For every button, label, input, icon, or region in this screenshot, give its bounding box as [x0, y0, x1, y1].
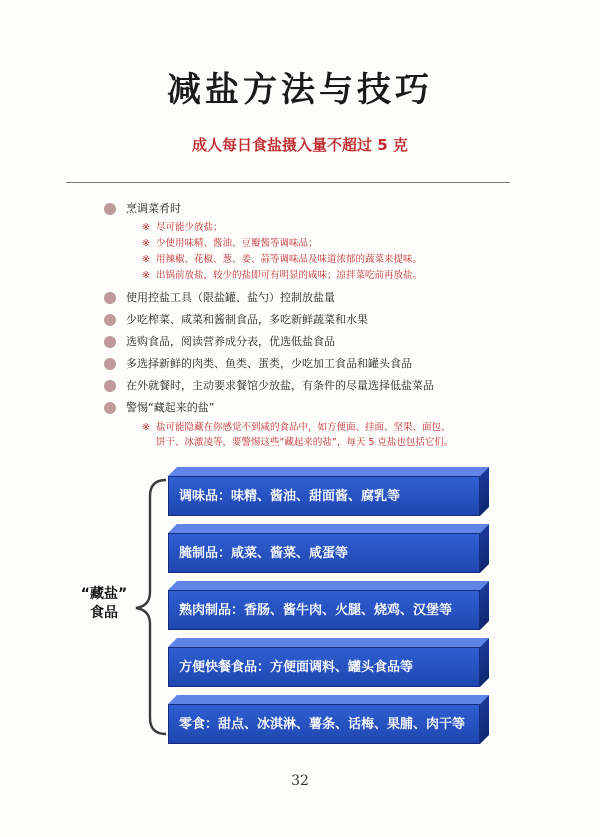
- reference-mark-icon: ※: [142, 422, 150, 433]
- hidden-salt-label: “藏盐” 食品: [80, 586, 128, 621]
- page-title: 减盐方法与技巧: [167, 70, 433, 110]
- category-box-top: [168, 467, 489, 476]
- sub-item: ※ 尽可能少放盐；: [142, 220, 524, 236]
- category-box-top: [168, 695, 489, 704]
- category-box-top: [168, 638, 489, 647]
- category-box-top: [168, 524, 489, 533]
- tip-text: 少吃榨菜、咸菜和酱制食品，多吃新鲜蔬菜和水果: [126, 313, 368, 326]
- category-box-snacks: 零食：甜点、冰淇淋、薯条、话梅、果脯、肉干等: [168, 704, 480, 744]
- reference-mark-icon: ※: [142, 222, 150, 233]
- sub-item: ※ 出锅前放盐，较少的盐即可有明显的咸味；凉拌菜吃前再放盐。: [142, 268, 524, 284]
- tip-text: 多选择新鲜的肉类、鱼类、蛋类，少吃加工食品和罐头食品: [126, 357, 412, 370]
- tip-text: 选购食品，阅读营养成分表，优选低盐食品: [126, 335, 335, 348]
- tip-text: 烹调菜肴时: [126, 202, 181, 215]
- category-box-cooked-meat: 熟肉制品：香肠、酱牛肉、火腿、烧鸡、汉堡等: [168, 590, 480, 630]
- page-number: 32: [291, 773, 309, 789]
- sub-item: ※ 少使用味精、酱油、豆瓣酱等调味品；: [142, 236, 524, 252]
- page-subtitle: 成人每日食盐摄入量不超过 5 克: [192, 136, 408, 154]
- sub-item: ※ 用辣椒、花椒、葱、姜、蒜等调味品及味道浓郁的蔬菜来提味。: [142, 252, 524, 268]
- category-box-pickled: 腌制品：咸菜、酱菜、咸蛋等: [168, 533, 480, 573]
- reference-mark-icon: ※: [142, 238, 150, 249]
- reference-mark-icon: ※: [142, 270, 150, 281]
- category-box-top: [168, 581, 489, 590]
- category-box-fast-food: 方便快餐食品：方便面调料、罐头食品等: [168, 647, 480, 687]
- tip-text: 在外就餐时，主动要求餐馆少放盐，有条件的尽量选择低盐菜品: [126, 379, 434, 392]
- tip-text: 警惕“藏起来的盐”: [126, 401, 215, 414]
- reference-mark-icon: ※: [142, 254, 150, 265]
- hidden-salt-note: ※ 盐可能隐藏在你感觉不到咸的食品中，如方便面、挂面、坚果、面包、 饼干、冰激凌等，要警惕这些“藏起来的盐”，每天 5 克盐也包括它们。: [142, 422, 454, 448]
- category-box-seasonings: 调味品：味精、酱油、甜面酱、腐乳等: [168, 476, 480, 516]
- tip-text: 使用控盐工具（限盐罐、盐勺）控制放盐量: [126, 291, 335, 304]
